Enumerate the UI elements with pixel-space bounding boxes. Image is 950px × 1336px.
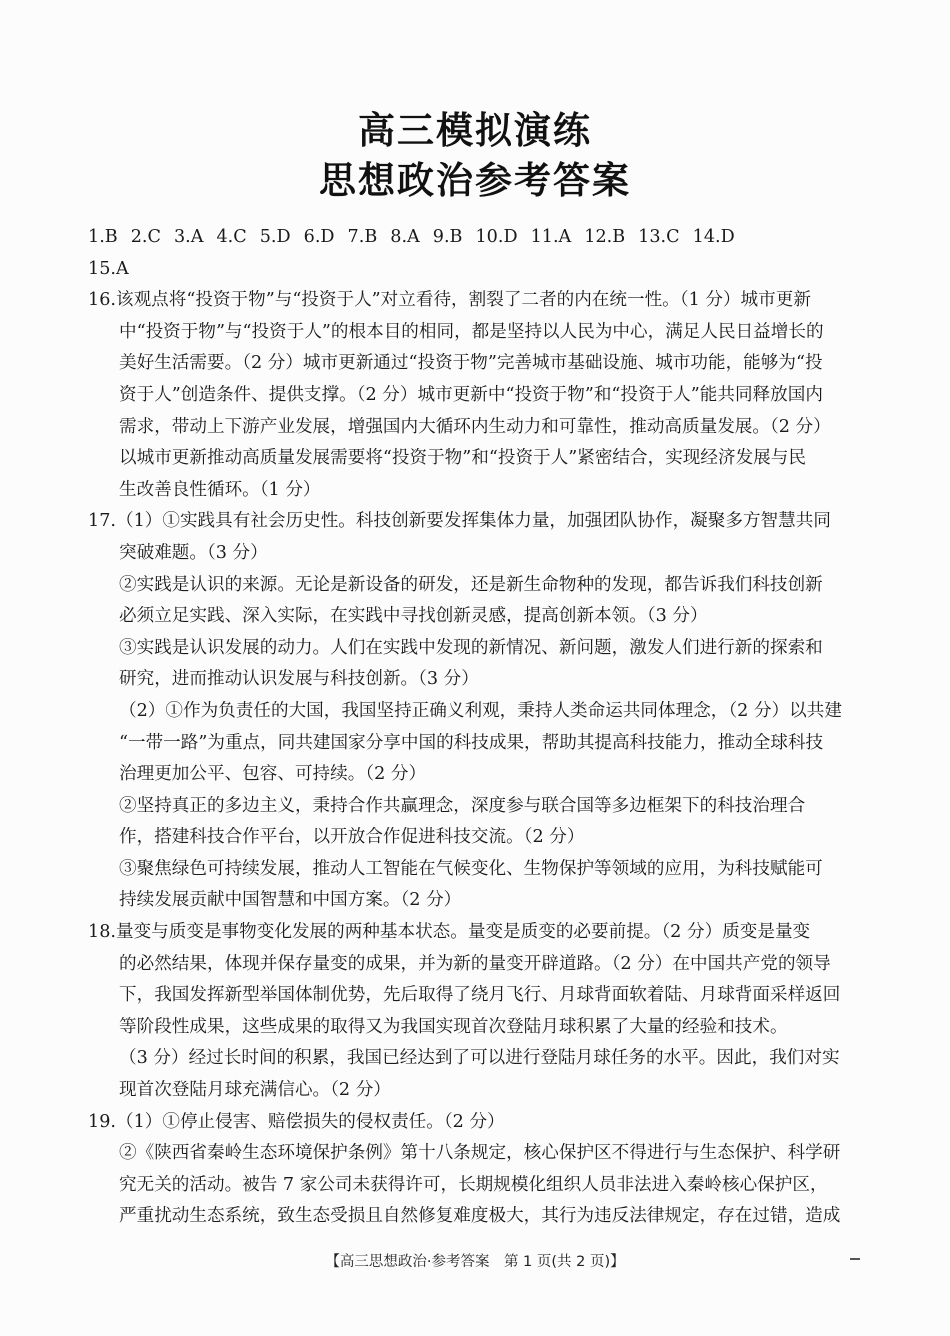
answer-line: 治理更加公平、包容、可持续。（2 分）	[119, 764, 427, 785]
answer-line: （2）①作为负责任的大国，我国坚持正确义利观，秉持人类命运共同体理念，（2 分）以共建	[119, 700, 842, 721]
mcq-answer: 8.A	[390, 227, 420, 247]
answer-line: 美好生活需要。（2 分）城市更新通过“投资于物”完善城市基础设施、城市功能，能够为“投	[119, 353, 823, 374]
mcq-answer: 6.D	[303, 227, 335, 247]
page-mark	[850, 1258, 860, 1260]
answer-line: 必须立足实践、深入实际，在实践中寻找创新灵感，提高创新本领。（3 分）	[119, 606, 708, 627]
answer-line: 资于人”创造条件、提供支撑。（2 分）城市更新中“投资于物”和“投资于人”能共同释放国内	[119, 384, 823, 405]
mcq-answer-last: 15.A	[88, 258, 129, 279]
answer-line: 严重扰动生态系统，致生态受损且自然修复难度极大，其行为违反法律规定，存在过错，造成	[119, 1206, 841, 1227]
answer-line: ②实践是认识的来源。无论是新设备的研发，还是新生命物种的发现，都告诉我们科技创新	[119, 574, 823, 595]
mcq-answer: 1.B	[88, 227, 118, 247]
answer-line: 下，我国发挥新型举国体制优势，先后取得了绕月飞行、月球背面软着陆、月球背面采样返回	[119, 985, 841, 1006]
mcq-answer: 13.C	[638, 227, 680, 247]
mcq-answer: 10.D	[475, 227, 518, 247]
question-17	[88, 506, 868, 917]
answer-line: 持续发展贡献中国智慧和中国方案。（2 分）	[119, 890, 462, 911]
mcq-answer: 11.A	[530, 227, 572, 247]
answer-line: 18.量变与质变是事物变化发展的两种基本状态。量变是质变的必要前提。（2 分）质变是量变	[88, 922, 811, 943]
answer-line: 作，搭建科技合作平台，以开放合作促进科技交流。（2 分）	[119, 827, 585, 848]
answer-line: 突破难题。（3 分）	[119, 542, 268, 563]
question-18	[88, 917, 868, 1107]
mcq-answer: 14.D	[692, 227, 735, 247]
answer-line: ③聚焦绿色可持续发展，推动人工智能在气候变化、生物保护等领域的应用，为科技赋能可	[119, 858, 823, 879]
answer-line: 等阶段性成果，这些成果的取得又为我国实现首次登陆月球积累了大量的经验和技术。	[119, 1016, 788, 1037]
answer-line: （3 分）经过长时间的积累，我国已经达到了可以进行登陆月球任务的水平。因此，我们对实	[119, 1048, 840, 1069]
answer-content	[88, 222, 868, 1233]
mcq-answers	[88, 222, 868, 254]
answer-line: 16.该观点将“投资于物”与“投资于人”对立看待，割裂了二者的内在统一性。（1 分）城市更新	[88, 290, 811, 311]
answer-line: 19.（1）①停止侵害、赔偿损失的侵权责任。（2 分）	[88, 1111, 505, 1132]
mcq-answer: 12.B	[584, 227, 626, 247]
mcq-answer: 2.C	[130, 227, 161, 247]
answer-line: 17.（1）①实践具有社会历史性。科技创新要发挥集体力量，加强团队协作，凝聚多方智慧共同	[88, 511, 831, 532]
answer-line: 以城市更新推动高质量发展需要将“投资于物”和“投资于人”紧密结合，实现经济发展与民	[119, 448, 806, 469]
answer-line: 的必然结果，体现并保存量变的成果，并为新的量变开辟道路。（2 分）在中国共产党的领导	[119, 953, 831, 974]
answer-line: 研究，进而推动认识发展与科技创新。（3 分）	[119, 669, 479, 690]
question-16	[88, 285, 868, 506]
answer-line: ③实践是认识发展的动力。人们在实践中发现的新情况、新问题，激发人们进行新的探索和	[119, 637, 823, 658]
answer-line: ②坚持真正的多边主义，秉持合作共赢理念，深度参与联合国等多边框架下的科技治理合	[119, 795, 806, 816]
mcq-answer: 4.C	[216, 227, 247, 247]
page-subtitle: 思想政治参考答案	[319, 159, 631, 202]
answer-line: 中“投资于物”与“投资于人”的根本目的相同，都是坚持以人民为中心，满足人民日益增长的	[119, 321, 824, 342]
mcq-answer: 7.B	[347, 227, 378, 247]
question-19	[88, 1107, 868, 1233]
answer-line: “一带一路”为重点，同共建国家分享中国的科技成果，帮助其提高科技能力，推动全球科技	[119, 732, 824, 753]
answer-line: 需求，带动上下游产业发展，增强国内大循环内生动力和可靠性，推动高质量发展。（2 分）	[119, 416, 831, 437]
answer-line: 究无关的活动。被告 7 家公司未获得许可，长期规模化组织人员非法进入秦岭核心保护区，	[119, 1174, 828, 1195]
mcq-answer: 9.B	[432, 227, 463, 247]
answer-line: ②《陕西省秦岭生态环境保护条例》第十八条规定，核心保护区不得进行与生态保护、科学研	[119, 1143, 841, 1164]
answer-line: 生改善良性循环。（1 分）	[119, 479, 321, 500]
answer-line: 现首次登陆月球充满信心。（2 分）	[119, 1080, 391, 1101]
page-title: 高三模拟演练	[358, 109, 592, 152]
mcq-answer: 5.D	[259, 227, 291, 247]
page-footer: 【高三思想政治·参考答案 第 1 页(共 2 页)】	[325, 1254, 625, 1270]
mcq-answer: 3.A	[173, 227, 204, 247]
